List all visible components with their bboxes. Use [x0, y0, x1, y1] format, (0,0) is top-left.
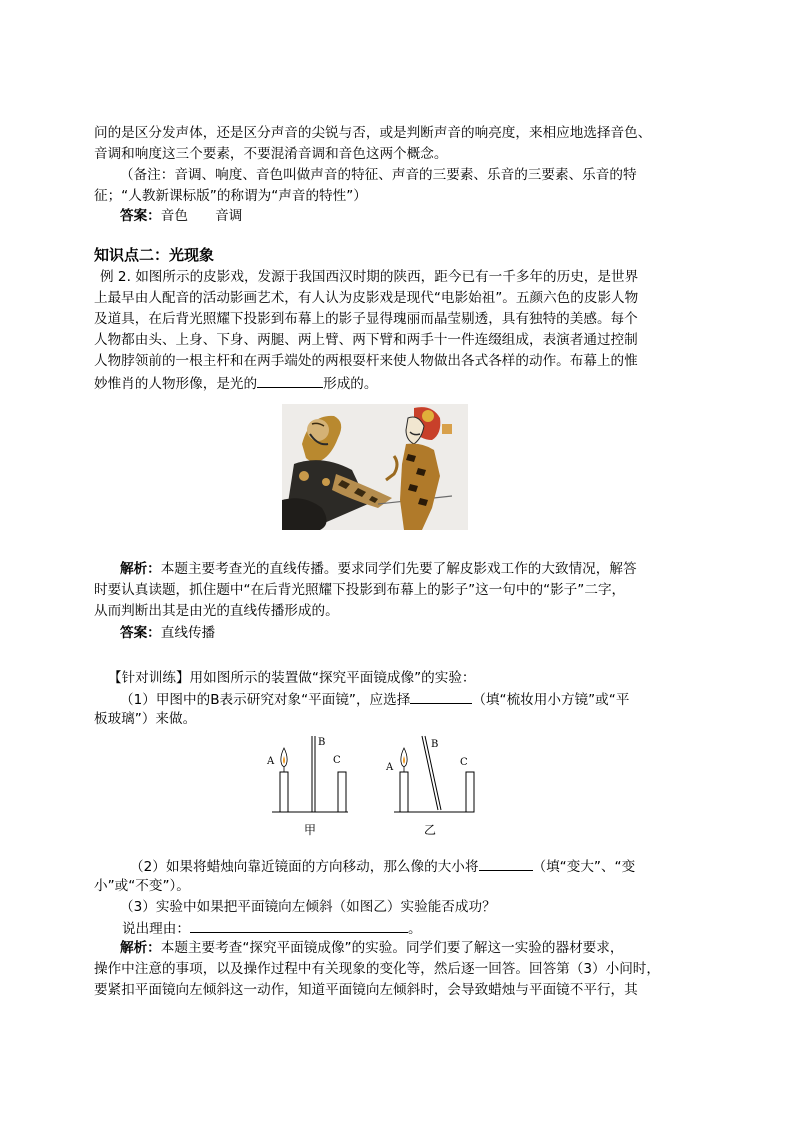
answer-blank[interactable]: [257, 373, 323, 388]
intro-line-2: 音调和响度这三个要素，不要混淆音调和音色这两个概念。: [94, 146, 448, 162]
analysis-line-2: 时要认真读题，抓住题中“在后背光照耀下投影到布幕上的影子”这一句中的“影子”二字，: [94, 582, 626, 598]
example-line-5: 人物脖领前的一根主杆和在两手端处的两根耍杆来使人物做出各式各样的动作。布幕上的惟: [94, 353, 638, 369]
diagram-jia: [266, 736, 348, 837]
label-c-yi: C: [460, 757, 468, 768]
section-title: 知识点二：光现象: [94, 246, 215, 264]
training-analysis-line-3: 要紧扣平面镜向左倾斜这一动作，知道平面镜向左倾斜时，会导致蜡烛与平面镜不平行，其: [94, 982, 638, 998]
reason-end: 。: [407, 921, 422, 937]
analysis-text: 本题主要考查“探究平面镜成像”的实验。同学们要了解这一实验的器材要求，: [160, 940, 624, 956]
q1-blank[interactable]: [410, 689, 472, 704]
question-3: （3）实验中如果把平面镜向左倾斜（如图乙）实验能否成功？: [120, 899, 496, 915]
note-line-1: （备注：音调、响度、音色叫做声音的特征、声音的三要素、乐音的三要素、乐音的特: [120, 167, 637, 183]
analysis-label: 解析：: [120, 561, 161, 577]
reason-blank[interactable]: [190, 918, 408, 933]
question-1: [120, 689, 629, 709]
label-b-jia: B: [318, 737, 326, 748]
mirror-experiment-diagram: [258, 730, 490, 842]
question-1-line-2: 板玻璃”）来做。: [94, 711, 197, 727]
answer-value: 直线传播: [160, 625, 216, 641]
question-2-line-2: 小”或“不变”）。: [94, 878, 190, 894]
reason-line: [122, 918, 422, 938]
intro-line-1: 问的是区分发声体，还是区分声音的尖锐与否，或是判断声音的响亮度，来相应地选择音色、: [94, 125, 652, 141]
example-text: 妙惟肖的人物形像，是光的: [94, 376, 258, 392]
answer-2: [120, 624, 215, 642]
label-a-yi: A: [386, 762, 394, 773]
training-analysis-line-2: 操作中注意的事项，以及操作过程中有关现象的变化等，然后逐一回答。回答第（3）小问时，: [94, 961, 660, 977]
label-yi: 乙: [424, 823, 437, 837]
label-a-jia: A: [267, 756, 275, 767]
shadow-puppet-photo: [282, 404, 468, 530]
example-line-3: 及道具，在后背光照耀下投影到布幕上的影子显得瑰丽而晶莹剔透，具有独特的美感。每个: [94, 311, 638, 327]
example-line-6: [94, 373, 378, 393]
note-line-2: 征；“人教新课标版”的称谓为“声音的特性”）: [94, 188, 367, 204]
example-text-end: 形成的。: [323, 376, 378, 392]
example-line-2: 上最早由人配音的活动影画艺术，有人认为皮影戏是现代“电影始祖”。五颜六色的皮影人物: [94, 290, 639, 306]
question-2-text: （2）如果将蜡烛向靠近镜面的方向移动，那么像的大小将: [130, 859, 479, 875]
question-1-text-end: （填“梳妆用小方镜”或“平: [472, 692, 630, 708]
label-b-yi: B: [431, 739, 439, 750]
answer-value: 音色 音调: [160, 208, 243, 224]
label-c-jia: C: [333, 755, 341, 766]
analysis-line-1: [120, 560, 637, 578]
diagram-yi: [385, 736, 474, 837]
example-line-4: 人物都由头、上身、下身、两腿、两上臂、两下臂和两手十一件连缀组成，表演者通过控制: [94, 332, 638, 348]
question-1-text: （1）甲图中的B表示研究对象“平面镜”，应选择: [120, 692, 411, 708]
analysis-line-3: 从而判断出其是由光的直线传播形成的。: [94, 603, 339, 619]
q2-blank[interactable]: [479, 856, 533, 871]
analysis-label: 解析：: [120, 940, 161, 956]
reason-label: 说出理由：: [122, 921, 190, 937]
training-analysis-line-1: [120, 939, 623, 957]
question-2: [130, 856, 635, 876]
answer-1: [120, 207, 242, 225]
question-2-text-end: （填“变大”、“变: [532, 859, 636, 875]
example-line-1: 例 2. 如图所示的皮影戏，发源于我国西汉时期的陕西，距今已有一千多年的历史，是世界: [100, 269, 639, 285]
answer-label: 答案：: [120, 208, 161, 224]
label-jia: 甲: [304, 823, 317, 837]
training-intro: 【针对训练】用如图所示的装置做“探究平面镜成像”的实验：: [108, 670, 476, 686]
answer-label: 答案：: [120, 625, 161, 641]
analysis-text: 本题主要考查光的直线传播。要求同学们先要了解皮影戏工作的大致情况，解答: [160, 561, 637, 577]
